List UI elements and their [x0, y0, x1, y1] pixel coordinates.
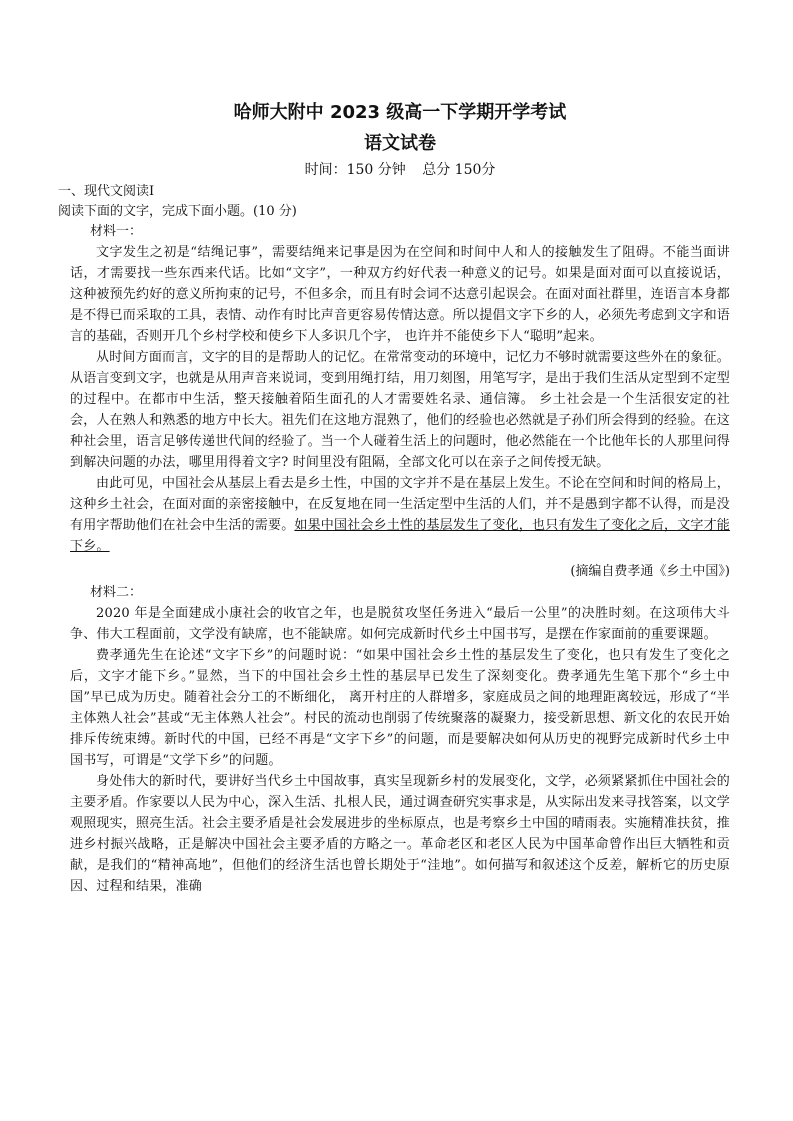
material1-paragraph-3-text: 由此可见，中国社会从基层上看去是乡土性，中国的文字并不是在基层上发生。不论在空间和时间的格局上，这种乡土社会，在面对面的亲密接触中，在反复地在同一生活定型中生活的人们，并不是愚到字都不认得，而是没有用字帮助他们在社会中生活的需要。 — [70, 476, 731, 533]
material1-source: (摘编自费孝通《乡土中国》) — [570, 564, 730, 579]
score-label: 总分 150分 — [422, 162, 496, 178]
material2-paragraph-2: 费孝通先生在论述“文字下乡”的问题时说：“如果中国社会乡土性的基层发生了变化，也只有发生了变化之后，文字才能下乡。”显然，当下的中国社会乡土性的基层早已发生了深刻变化。费孝通先生笔下那个“乡土中国”早已成为历史。随着社会分工的不断细化， 离开村庄的人群增多，家庭成员之间的地理距离较远，形成了“半主体熟人社会”甚或“无主体熟人社会”。村民的流动也削弱了传统聚落的凝聚力，接受新思想、新文化的农民开始排斥传统束缚。新时代的中国，已经不再是“文字下乡”的问题，而是要解决如何从历史的视野完成新时代乡土中国书写，可谓是“文学下乡”的问题。 — [70, 648, 730, 768]
material2-paragraph-3: 身处伟大的新时代，要讲好当代乡土中国故事，真实呈现新乡村的发展变化，文学，必须紧紧抓住中国社会的主要矛盾。作家要以人民为中心，深入生活、扎根人民，通过调查研究实事求是，从实际出发来寻找答案，以文学观照现实，照亮生活。社会主要矛盾是社会发展进步的坐标原点，也是考察乡土中国的晴雨表。实施精准扶贫，推进乡村振兴战略，正是解决中国社会主要矛盾的方略之一。革命老区和老区人民为中国革命曾作出巨大牺牲和贡献，是我们的“精神高地”，但他们的经济生活也曾长期处于“洼地”。如何描写和叙述这个反差，解析它的历史原因、过程和结果，准确 — [70, 774, 731, 894]
underlined-sentence: 如果中国社会乡土性的基层发生了变化，也只有发生了变化之后，文字才能下乡。 — [70, 518, 731, 554]
exam-page — [58, 100, 731, 897]
time-label: 时间：150 分钟 — [304, 162, 406, 178]
exam-meta — [70, 160, 730, 180]
material1-paragraph-1: 文字发生之初是“结绳记事”，需要结绳来记事是因为在空间和时间中人和人的接触发生了阻碍。不能当面讲话，才需要找一些东西来代话。比如“文字”，一种双方约好代表一种意义的记号。如果是面对面可以直接说话，这种被预先约好的意义所拘束的记号，不但多余，而且有时会词不达意引起误会。在面对面社群里，连语言本身都是不得已而采取的工具，表情、动作有时比声音更容易传情达意。所以提倡文字下乡的人，必须先考虑到文字和语言的基础，否则开几个乡村学校和使乡下人多识几个字， 也许并不能使乡下人“聪明”起来。 — [70, 245, 731, 344]
material1-paragraph-3 — [70, 473, 730, 557]
exam-title: 哈师大附中 2023 级高一下学期开学考试 — [233, 102, 567, 123]
material2-label: 材料二： — [90, 585, 143, 600]
material1-paragraph-2: 从时间方面而言，文字的目的是帮助人的记忆。在常常变动的环境中，记忆力不够时就需要这些外在的象征。从语言变到文字，也就是从用声音来说词，变到用绳打结，用刀刻图，用笔写字，是出于我们生活从定型到不定型的过程中。在都市中生活，整天接触着陌生面孔的人才需要姓名录、通信簿。 乡土社会是一个生活很安定的社会，人在熟人和熟悉的地方中长大。祖先们在这地方混熟了，他们的经验也必然就是子孙们所会得到的经验。在这种社会里，语言足够传递世代间的经验了。当一个人碰着生活上的问题时，他必然能在一个比他年长的人那里问得到解决问题的办法，哪里用得着文字? 时间里没有阻隔，全部文化可以在亲子之间传授无缺。 — [70, 350, 731, 470]
section-heading: 一、现代文阅读Ⅰ — [58, 184, 155, 199]
exam-subtitle: 语文试卷 — [364, 133, 436, 154]
material1-label: 材料一： — [90, 224, 143, 239]
section-instruction: 阅读下面的文字，完成下面小题。(10 分) — [58, 204, 297, 219]
material2-paragraph-1: 2020 年是全面建成小康社会的收官之年，也是脱贫攻坚任务进入“最后一公里”的决胜时刻。在这项伟大斗争、伟大工程面前，文学没有缺席，也不能缺席。如何完成新时代乡土中国书写，是摆在作家面前的重要课题。 — [70, 606, 730, 642]
